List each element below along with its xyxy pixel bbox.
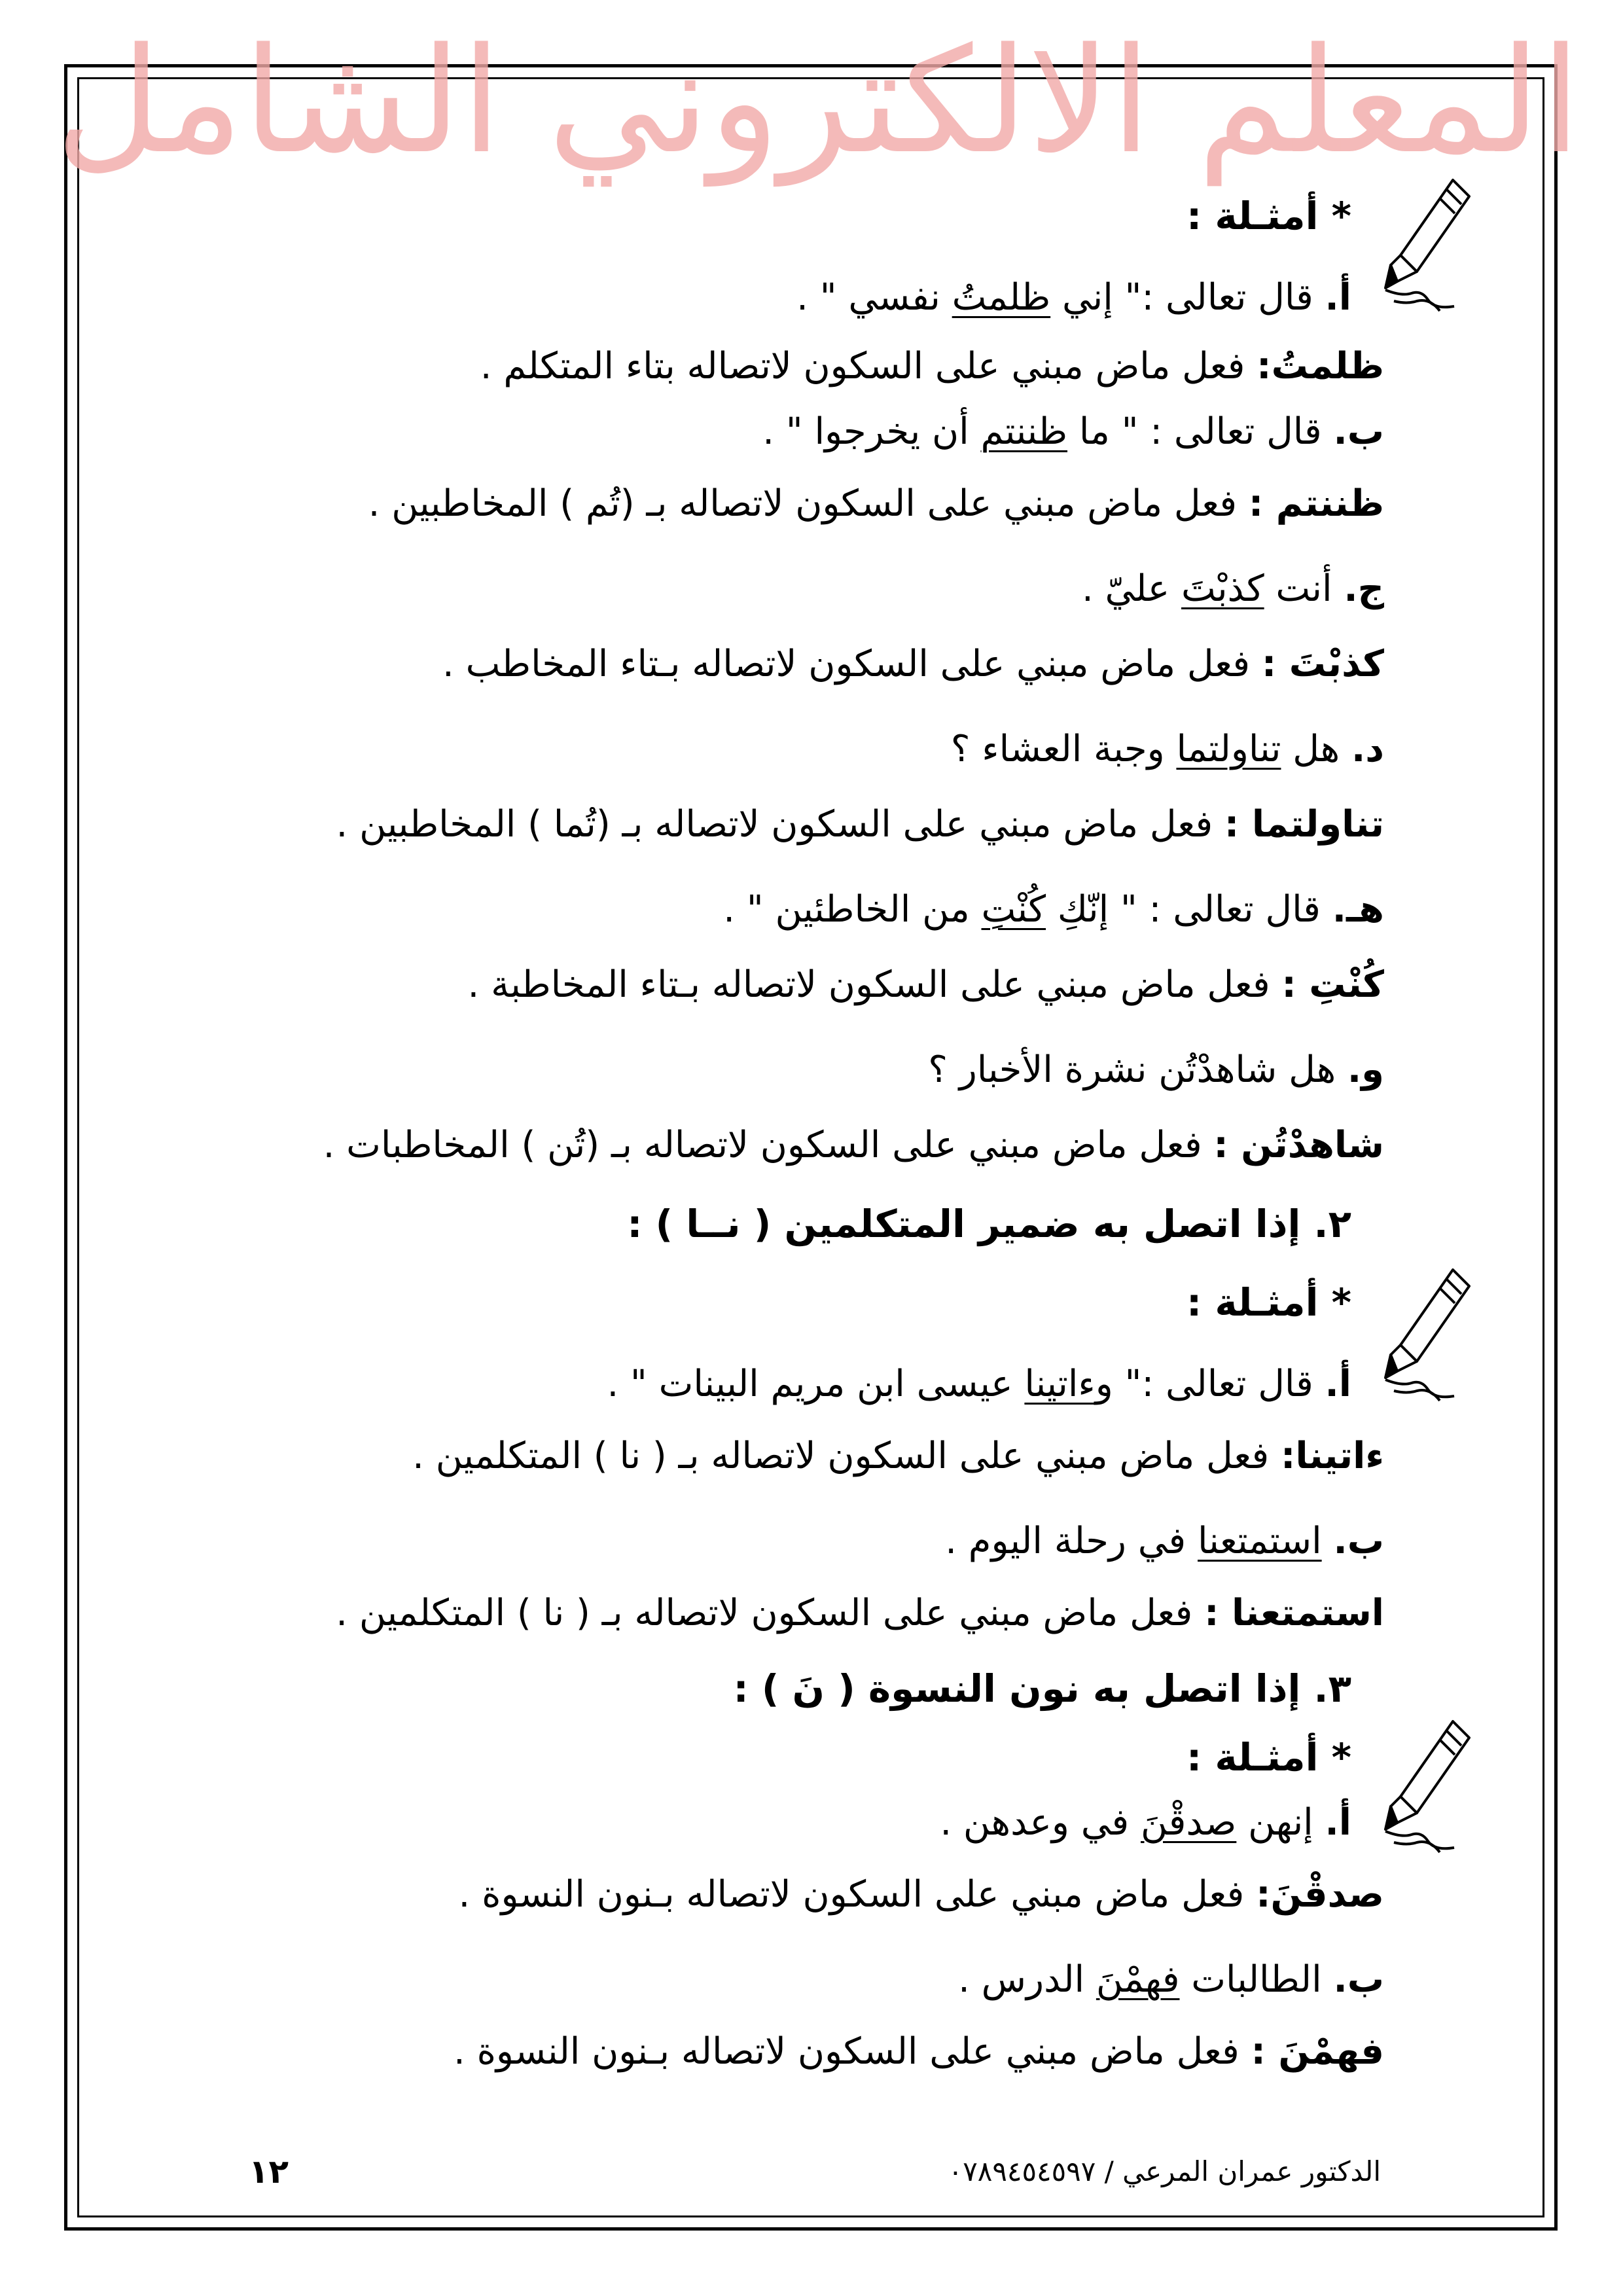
analysis-line: كذبْتَ : فعل ماض مبني على السكون لاتصاله بـتاء المخاطب . (442, 643, 1384, 685)
analysis-line: فهمْنَ : فعل ماض مبني على السكون لاتصاله بـنون النسوة . (453, 2030, 1384, 2073)
example-line: هـ. قال تعالى : " إنّكِ كُنْتِ من الخاطئين " . (723, 888, 1384, 931)
watermark-text: المعلم الالكتروني الشامل (55, 17, 1581, 186)
rule-heading: ٣. إذا اتصل به نون النسوة ( نَ ) : (733, 1666, 1351, 1711)
analysis-line: ءاتينا: فعل ماض مبني على السكون لاتصاله بـ ( نا ) المتكلمين . (412, 1435, 1384, 1477)
example-line: د. هل تناولتما وجبة العشاء ؟ (950, 728, 1384, 770)
rule-heading: ٢. إذا اتصل به ضمير المتكلمين ( نــا ) : (627, 1202, 1351, 1246)
analysis-line: ظننتم : فعل ماض مبني على السكون لاتصاله بـ (تُم ) المخاطبين . (368, 482, 1384, 525)
examples-heading: * أمثـلة : (1186, 1735, 1351, 1780)
example-line: أ. إنهن صدقْنَ في وعدهن . (940, 1801, 1351, 1844)
example-line: ب. استمتعنا في رحلة اليوم . (945, 1520, 1384, 1562)
example-line: ج. أنت كذبْتَ عليّ . (1081, 567, 1384, 610)
example-line: ب. قال تعالى : " ما ظننتم أن يخرجوا " . (762, 410, 1384, 453)
analysis-line: كُنْتِ : فعل ماض مبني على السكون لاتصاله بـتاء المخاطبة . (467, 963, 1384, 1006)
example-line: أ. قال تعالى :" إني ظلمتُ نفسي " . (796, 276, 1351, 319)
example-line: ب. الطالبات فهمْنَ الدرس . (958, 1958, 1384, 2001)
pencil-icon (1378, 1263, 1476, 1414)
example-line: أ. قال تعالى :" وءاتينا عيسى ابن مريم البينات " . (607, 1363, 1351, 1405)
analysis-line: شاهدْتُن : فعل ماض مبني على السكون لاتصاله بـ (تُن ) المخاطبات . (323, 1124, 1384, 1166)
footer-author: الدكتور عمران المرعي / ٠٧٨٩٤٥٤٥٩٧ (948, 2155, 1381, 2187)
pencil-icon (1378, 173, 1476, 324)
examples-heading: * أمثـلة : (1186, 1280, 1351, 1325)
page-content (196, 170, 1384, 2147)
analysis-line: تناولتما : فعل ماض مبني على السكون لاتصاله بـ (تُما ) المخاطبين . (336, 803, 1384, 846)
analysis-line: صدقْنَ: فعل ماض مبني على السكون لاتصاله بـنون النسوة . (458, 1873, 1384, 1916)
page-number: ١٢ (249, 2153, 289, 2191)
example-line: و. هل شاهدْتُن نشرة الأخبار ؟ (928, 1049, 1384, 1091)
analysis-line: ظلمتُ: فعل ماض مبني على السكون لاتصاله بتاء المتكلم . (480, 345, 1384, 387)
analysis-line: استمتعنا : فعل ماض مبني على السكون لاتصاله بـ ( نا ) المتكلمين . (336, 1592, 1384, 1634)
pencil-icon (1378, 1715, 1476, 1865)
examples-heading: * أمثـلة : (1186, 194, 1351, 238)
